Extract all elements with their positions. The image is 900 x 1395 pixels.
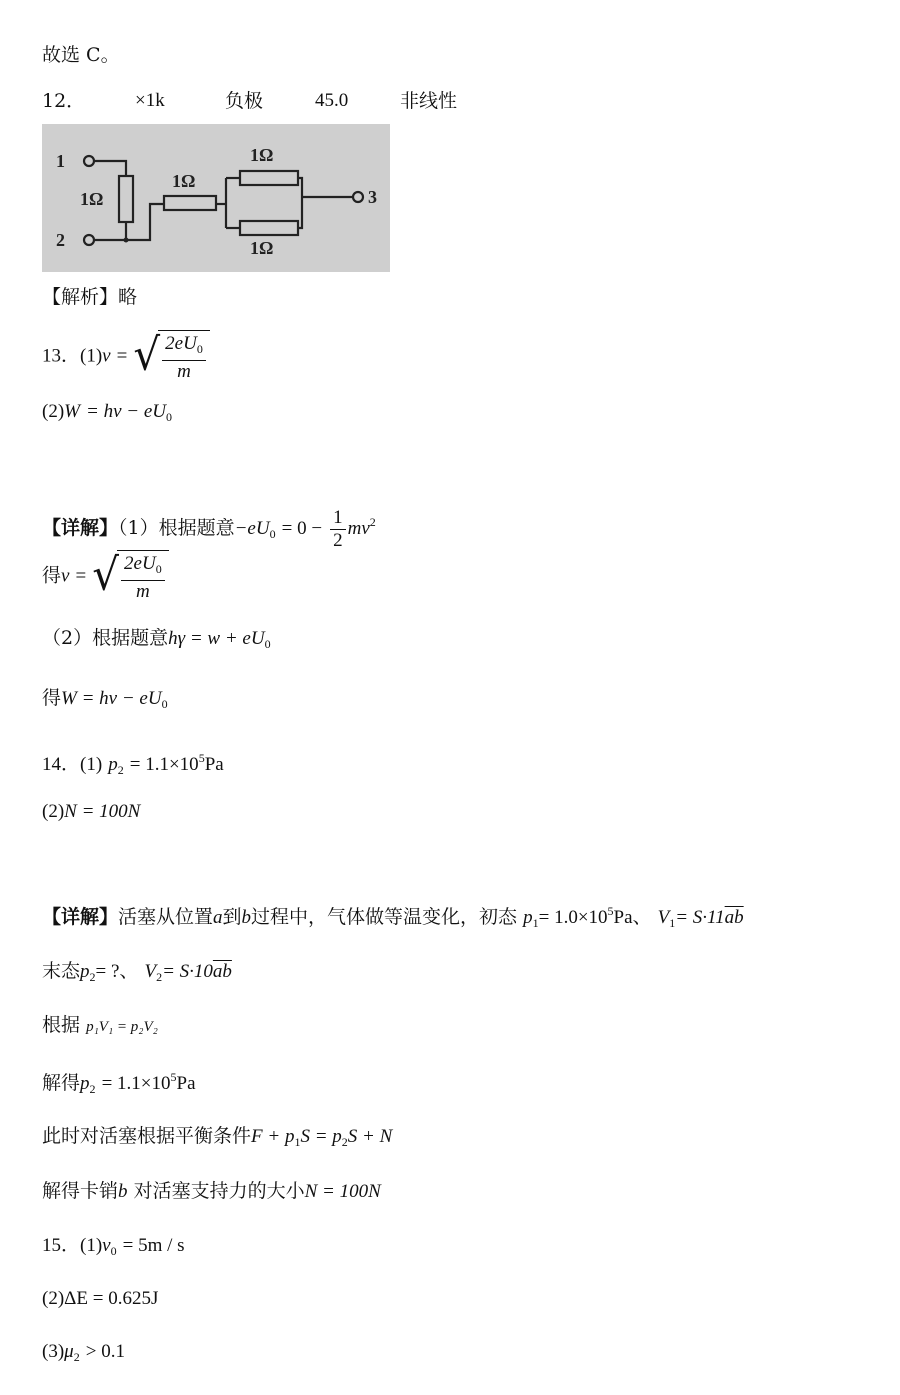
terminal-3-label: 3 (368, 187, 377, 207)
detail-13-2: （2）根据题意$h\gamma = w + eU_0$ (42, 627, 271, 651)
q12-answer-4: 非线性 (400, 90, 458, 112)
q13-sqrt: √ $\frac{2eU_0}{m}$ (133, 330, 209, 383)
q13-number: 13．(1) (42, 345, 103, 367)
terminal-2 (84, 235, 94, 245)
solve-p2: 解得$p_2 = 1.1\times 10^5Pa$ (42, 1070, 196, 1096)
derive-v-sqrt: √ $\frac{2eU_0}{m}$ (92, 550, 168, 603)
resistor-middle-label: 1Ω (172, 171, 196, 191)
resistor-top-label: 1Ω (250, 145, 274, 165)
solve-n: 解得卡销b 对活塞支持力的大小N = 100N (42, 1180, 381, 1202)
derive-v: 得v = √ $\frac{2eU_0}{m}$ (42, 550, 169, 603)
q13-eq: = (116, 345, 128, 367)
analysis-line: 【解析】略 (42, 286, 138, 308)
resistor-middle (164, 196, 216, 210)
answer-12 (42, 88, 458, 114)
q12-answer-3: 45.0 (315, 90, 349, 111)
resistor-bottom (240, 221, 298, 235)
answer-15-3: $(3)\mu_2 > 0.1$ (42, 1341, 125, 1364)
answer-15-2: (2)ΔE = 0.625J (42, 1288, 159, 1309)
answer-13-2: $(2)W = h\nu - eU_0$ (42, 401, 173, 424)
circuit-diagram (42, 124, 390, 272)
terminal-3 (353, 192, 363, 202)
resistor-top (240, 171, 298, 185)
q12-answer-1: ×1k (135, 90, 165, 111)
terminal-1-label: 1 (56, 151, 65, 171)
terminal-2-label: 2 (56, 230, 65, 250)
resistor-left (119, 176, 133, 222)
final-state: 末态$p_2=$ ?、 $V_2= S\cdot 10\overline{ab}$ (42, 960, 232, 984)
boyle-law: 根据 p₁V₁ = p₂V₂ (42, 1014, 158, 1036)
terminal-1 (84, 156, 94, 166)
answer-14-1: 14．(1) $p_2 = 1.1\times 10^5Pa$ (42, 751, 224, 777)
q13-eq2: = hν − eU (86, 401, 167, 422)
answer-14-2: (2)N = 100N (42, 801, 141, 822)
resistor-bottom-label: 1Ω (250, 238, 274, 258)
resistor-left-label: 1Ω (80, 189, 104, 209)
balance-equation: 此时对活塞根据平衡条件$F + p_1S = p_2S + N$ (42, 1125, 393, 1149)
detail-13-1: 【详解】（1）根据题意$-eU_0 = 0$ − $\frac{1}{2}$ $mv^2$ (42, 506, 376, 551)
conclusion-line: 故选 C。 (42, 44, 120, 66)
q13-numerator: 2eU (165, 332, 197, 354)
q13-denominator: m (177, 360, 191, 382)
answer-15-1: 15．$(1)v_0 = 5m / s$ (42, 1235, 185, 1258)
detail-14: 【详解】活塞从位置a到b过程中，气体做等温变化，初态 $p_1= 1.0\times 10^5Pa$、 $V_1= S\cdot 11\overline{ab}$ (42, 904, 744, 930)
half-fraction: $\frac{1}{2}$ (330, 507, 346, 552)
q12-answer-2: 负极 (225, 90, 264, 112)
q13-v: v (102, 345, 111, 367)
derive-w: 得$W = h\nu - eU_0$ (42, 687, 168, 711)
answer-13-1 (42, 330, 210, 383)
circuit-photo (42, 124, 390, 272)
q12-number: 12． (42, 90, 86, 112)
